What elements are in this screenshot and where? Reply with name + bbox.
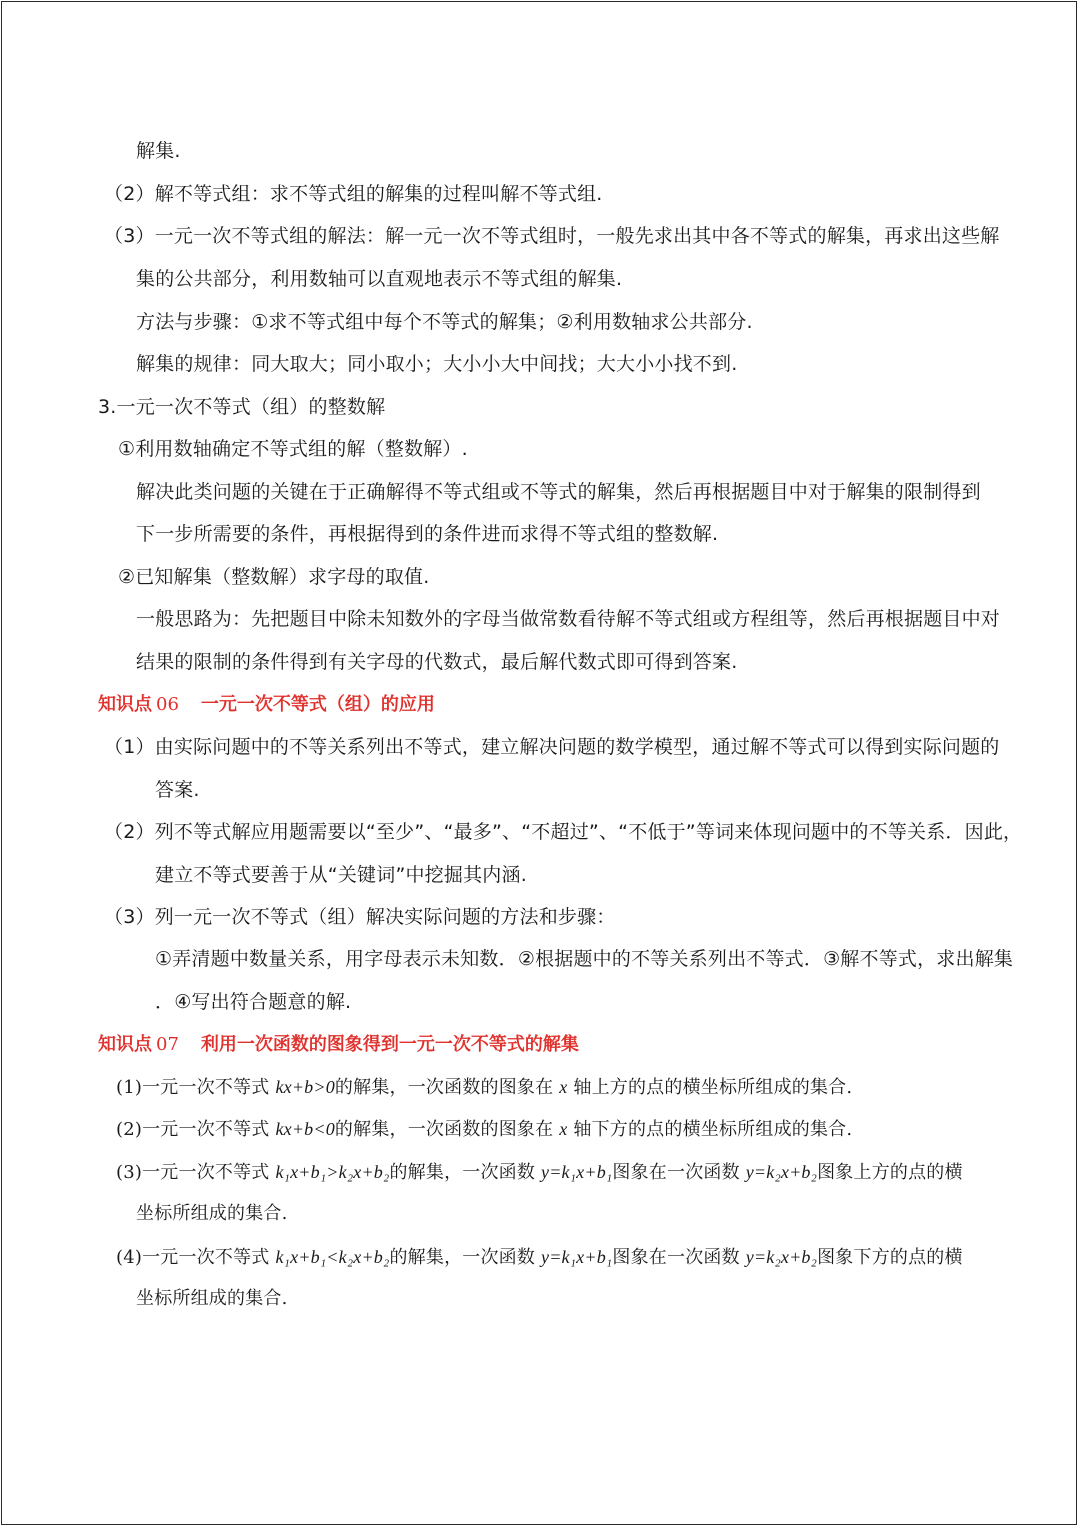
item-text: 的解集，一次函数的图象在: [334, 1077, 554, 1098]
heading-prefix: 知识点: [98, 694, 152, 715]
text-line: 坐标所组成的集合.: [136, 1203, 288, 1224]
math-function: y=k₁x+b₁: [541, 1247, 613, 1267]
text-line: 一般思路为：先把题目中除未知数外的字母当做常数看待解不等式组或方程组等，然后再根据题目中对: [136, 608, 1001, 630]
math-variable: x: [559, 1119, 568, 1139]
section-heading-3: 3.一元一次不等式（组）的整数解: [98, 396, 386, 418]
list-item: [116, 1074, 852, 1101]
item-number: (2): [116, 1119, 143, 1140]
text-line: 解集的规律：同大取大；同小取小；大小小大中间找；大大小小找不到.: [136, 353, 738, 375]
text-line: （1）由实际问题中的不等关系列出不等式，建立解决问题的数学模型，通过解不等式可以得到实际问题的: [104, 736, 1000, 758]
heading-prefix: 知识点: [98, 1034, 152, 1055]
knowledge-point-07-heading: [98, 1032, 579, 1058]
item-number: (4): [116, 1247, 143, 1268]
text-line: ．④写出符合题意的解.: [155, 991, 352, 1013]
item-text: 图象下方的点的横: [817, 1247, 963, 1268]
text-line: 下一步所需要的条件，再根据得到的条件进而求得不等式组的整数解.: [136, 523, 719, 545]
item-text: 一元一次不等式: [142, 1077, 270, 1098]
math-variable: x: [559, 1077, 568, 1097]
item-text: 轴下方的点的横坐标所组成的集合.: [573, 1119, 853, 1140]
text-line: （3）一元一次不等式组的解法：解一元一次不等式组时，一般先求出其中各不等式的解集，再求出这些解: [104, 225, 1000, 247]
text-line: 集的公共部分，利用数轴可以直观地表示不等式组的解集.: [136, 268, 623, 290]
text-line: 解决此类问题的关键在于正确解得不等式组或不等式的解集，然后再根据题目中对于解集的限制得到: [136, 481, 981, 503]
text-line: 方法与步骤：①求不等式组中每个不等式的解集；②利用数轴求公共部分.: [136, 311, 753, 333]
item-text: 轴上方的点的横坐标所组成的集合.: [573, 1077, 853, 1098]
heading-title: 利用一次函数的图象得到一元一次不等式的解集: [200, 1034, 579, 1055]
knowledge-point-06-heading: [98, 692, 435, 718]
item-number: (1): [116, 1077, 143, 1098]
text-line: 建立不等式要善于从“关键词”中挖掘其内涵.: [155, 864, 527, 886]
item-text: 的解集，一次函数: [389, 1162, 536, 1183]
math-function: y=k₂x+b₂: [745, 1247, 818, 1267]
math-expression: k₁x+b₁<k₂x+b₂: [275, 1247, 390, 1267]
text-line: ②已知解集（整数解）求字母的取值.: [118, 566, 430, 588]
text-line: （3）列一元一次不等式（组）解决实际问题的方法和步骤：: [104, 906, 616, 928]
math-expression: kx+b>0: [275, 1077, 335, 1097]
heading-number: 07: [156, 1034, 179, 1055]
text-line: ①利用数轴确定不等式组的解（整数解）.: [118, 438, 468, 460]
item-number: (3): [116, 1162, 143, 1183]
item-text: 图象上方的点的横: [817, 1162, 963, 1183]
heading-number: 06: [156, 694, 179, 715]
item-text: 图象在一次函数: [612, 1247, 740, 1268]
item-text: 的解集，一次函数的图象在: [334, 1119, 554, 1140]
list-item: [116, 1244, 963, 1271]
heading-title: 一元一次不等式（组）的应用: [200, 694, 435, 715]
text-line: 坐标所组成的集合.: [136, 1288, 288, 1309]
math-expression: kx+b<0: [275, 1119, 335, 1139]
item-text: 图象在一次函数: [612, 1162, 740, 1183]
math-function: y=k₁x+b₁: [541, 1162, 613, 1182]
text-line: 答案.: [155, 779, 200, 801]
list-item: [116, 1159, 963, 1186]
item-text: 一元一次不等式: [142, 1162, 270, 1183]
text-line: 解集.: [136, 140, 181, 162]
text-line: ①弄清题中数量关系，用字母表示未知数．②根据题中的不等关系列出不等式．③解不等式，求出解集: [155, 948, 1014, 970]
item-text: 一元一次不等式: [142, 1119, 270, 1140]
text-line: （2）列不等式解应用题需要以“至少”、“最多”、“不超过”、“不低于”等词来体现问题中的不等关系．因此，: [104, 821, 1023, 843]
math-expression: k₁x+b₁>k₂x+b₂: [275, 1162, 390, 1182]
item-text: 的解集，一次函数: [389, 1247, 536, 1268]
text-line: （2）解不等式组：求不等式组的解集的过程叫解不等式组.: [104, 183, 603, 205]
math-function: y=k₂x+b₂: [745, 1162, 818, 1182]
text-line: 结果的限制的条件得到有关字母的代数式，最后解代数式即可得到答案.: [136, 651, 738, 673]
item-text: 一元一次不等式: [142, 1247, 270, 1268]
list-item: [116, 1116, 852, 1143]
